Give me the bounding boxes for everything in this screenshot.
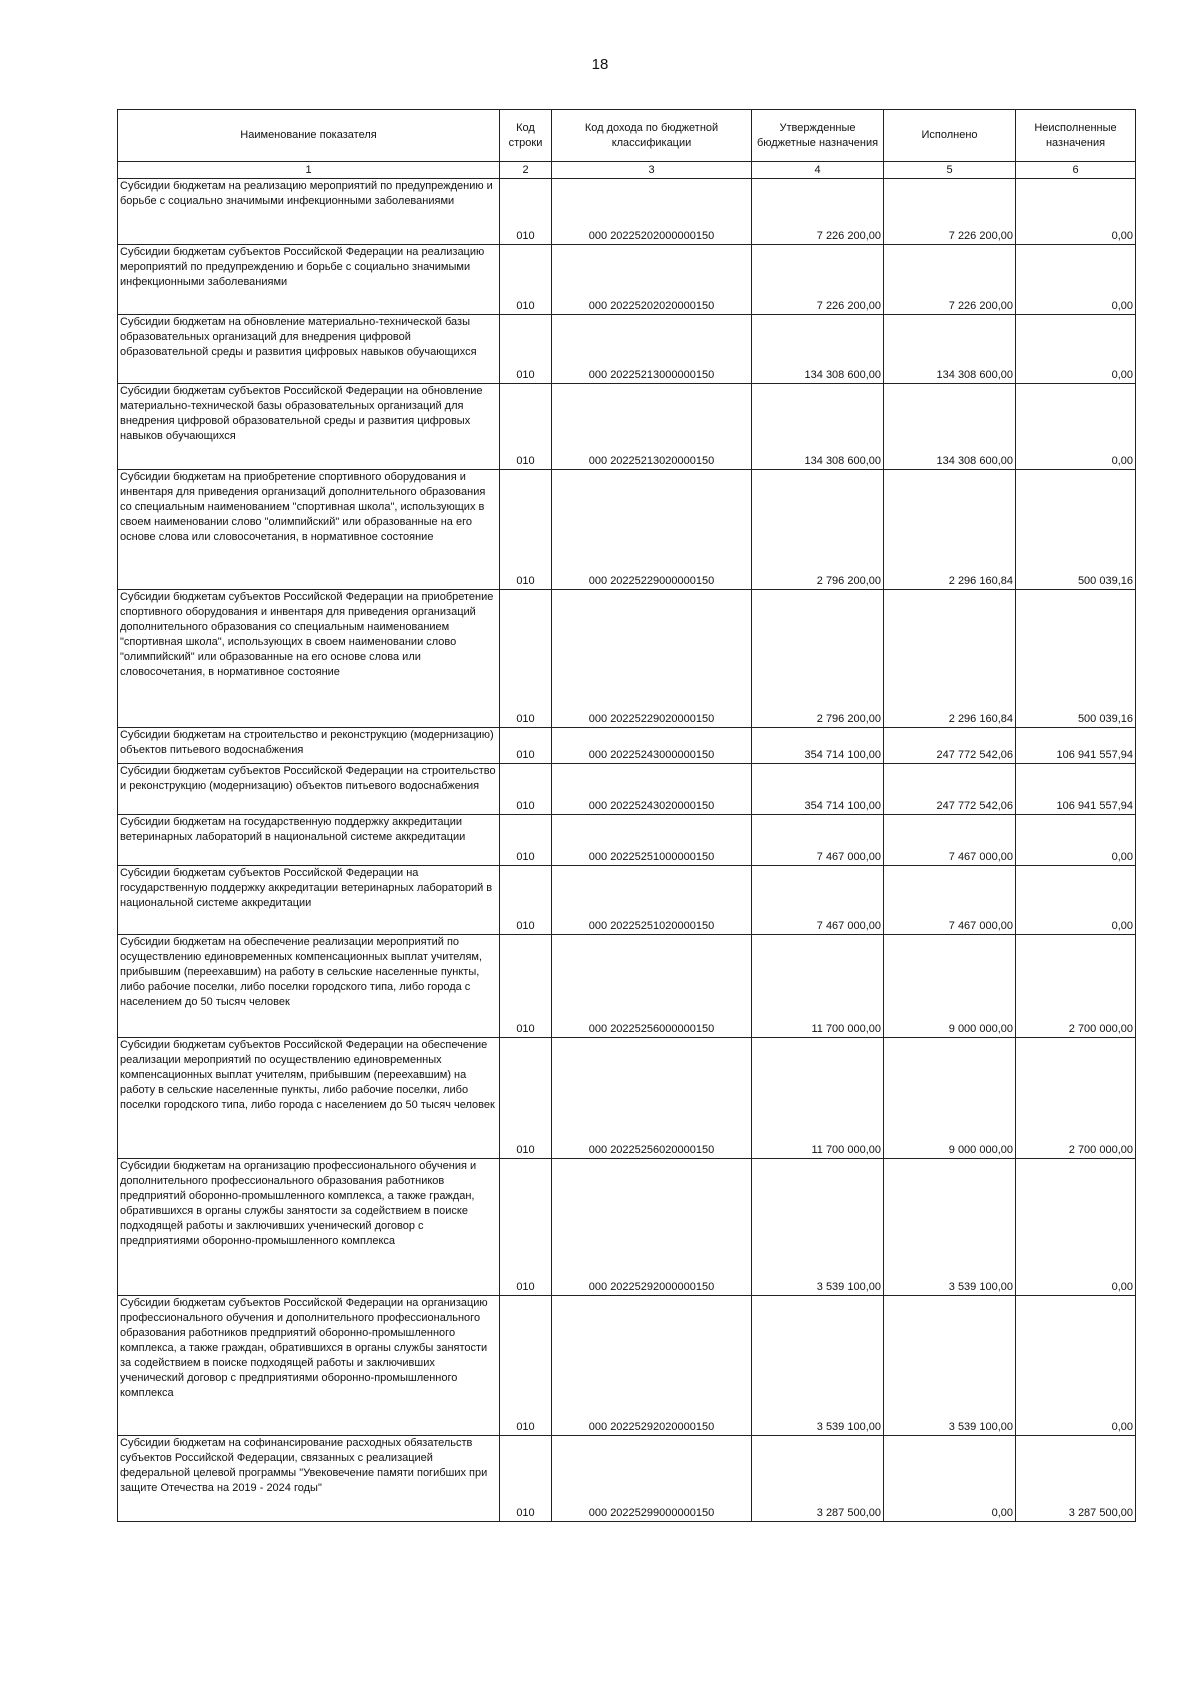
income-code: 000 20225213000000150 [552,315,752,384]
table-row [118,728,1136,764]
table-row [118,315,1136,384]
approved-amount: 2 796 200,00 [752,470,884,590]
income-code: 000 20225202000000150 [552,179,752,245]
table-row [118,815,1136,866]
indicator-name: Субсидии бюджетам субъектов Российской Федерации на обеспечение реализации мероприятий по осуществлению единовременных компенсационных выплат учителям, прибывшим (переехавшим) на работу в сельские населенные пункты, либо рабочие поселки, либо поселки городского типа, либо города с населением до 50 тысяч человек [118,1038,500,1159]
table-row [118,470,1136,590]
table-row [118,764,1136,815]
executed-amount: 247 772 542,06 [884,728,1016,764]
table-row [118,590,1136,728]
income-code: 000 20225251020000150 [552,866,752,935]
indicator-name: Субсидии бюджетам на реализацию мероприятий по предупреждению и борьбе с социально значимыми инфекционными заболеваниями [118,179,500,245]
indicator-name: Субсидии бюджетам субъектов Российской Федерации на реализацию мероприятий по предупреждению и борьбе с социально значимыми инфекционными заболеваниями [118,245,500,315]
line-code: 010 [500,728,552,764]
income-code: 000 20225251000000150 [552,815,752,866]
approved-amount: 7 467 000,00 [752,815,884,866]
line-code: 010 [500,245,552,315]
column-number: 4 [752,162,884,179]
unexecuted-amount: 0,00 [1016,179,1136,245]
approved-amount: 354 714 100,00 [752,764,884,815]
line-code: 010 [500,470,552,590]
indicator-name: Субсидии бюджетам на организацию профессионального обучения и дополнительного профессионального образования работников предприятий оборонно-промышленного комплекса, а также граждан, обратившихся в органы службы занятости за содействием в поиске подходящей работы и заключивших ученический договор с предприятиями оборонно-промышленного комплекса [118,1159,500,1296]
unexecuted-amount: 500 039,16 [1016,470,1136,590]
unexecuted-amount: 0,00 [1016,245,1136,315]
approved-amount: 134 308 600,00 [752,384,884,470]
executed-amount: 3 539 100,00 [884,1296,1016,1436]
column-number: 1 [118,162,500,179]
unexecuted-amount: 0,00 [1016,866,1136,935]
income-code: 000 20225292000000150 [552,1159,752,1296]
approved-amount: 3 287 500,00 [752,1436,884,1522]
unexecuted-amount: 3 287 500,00 [1016,1436,1136,1522]
executed-amount: 134 308 600,00 [884,315,1016,384]
indicator-name: Субсидии бюджетам на приобретение спортивного оборудования и инвентаря для приведения организаций дополнительного образования со специальным наименованием "спортивная школа", использующих в своем наименовании слово "олимпийский" или образованные на его основе слова или словосочетания, в нормативное состояние [118,470,500,590]
approved-amount: 134 308 600,00 [752,315,884,384]
unexecuted-amount: 0,00 [1016,384,1136,470]
executed-amount: 9 000 000,00 [884,1038,1016,1159]
executed-amount: 2 296 160,84 [884,590,1016,728]
executed-amount: 247 772 542,06 [884,764,1016,815]
table-row [118,179,1136,245]
table-body [118,179,1136,1522]
executed-amount: 3 539 100,00 [884,1159,1016,1296]
line-code: 010 [500,1159,552,1296]
unexecuted-amount: 0,00 [1016,315,1136,384]
line-code: 010 [500,1296,552,1436]
line-code: 010 [500,179,552,245]
income-code: 000 20225299000000150 [552,1436,752,1522]
executed-amount: 7 226 200,00 [884,179,1016,245]
indicator-name: Субсидии бюджетам на государственную поддержку аккредитации ветеринарных лабораторий в национальной системе аккредитации [118,815,500,866]
income-code: 000 20225229020000150 [552,590,752,728]
line-code: 010 [500,590,552,728]
approved-amount: 354 714 100,00 [752,728,884,764]
executed-amount: 2 296 160,84 [884,470,1016,590]
indicator-name: Субсидии бюджетам субъектов Российской Федерации на обновление материально-технической базы образовательных организаций для внедрения цифровой образовательной среды и развития цифровых навыков обучающихся [118,384,500,470]
income-code: 000 20225243000000150 [552,728,752,764]
income-code: 000 20225292020000150 [552,1296,752,1436]
approved-amount: 3 539 100,00 [752,1159,884,1296]
indicator-name: Субсидии бюджетам на обновление материально-технической базы образовательных организаций для внедрения цифровой образовательной среды и развития цифровых навыков обучающихся [118,315,500,384]
table-row [118,866,1136,935]
indicator-name: Субсидии бюджетам на обеспечение реализации мероприятий по осуществлению единовременных компенсационных выплат учителям, прибывшим (переехавшим) на работу в сельские населенные пункты, либо рабочие поселки, либо поселки городского типа, либо города с населением до 50 тысяч человек [118,935,500,1038]
indicator-name: Субсидии бюджетам субъектов Российской Федерации на строительство и реконструкцию (модернизацию) объектов питьевого водоснабжения [118,764,500,815]
approved-amount: 7 467 000,00 [752,866,884,935]
unexecuted-amount: 500 039,16 [1016,590,1136,728]
indicator-name: Субсидии бюджетам субъектов Российской Федерации на организацию профессионального обучения и дополнительного профессионального образования работников предприятий оборонно-промышленного комплекса, а также граждан, обратившихся в органы службы занятости за содействием в поиске подходящей работы и заключивших ученический договор с предприятиями оборонно-промышленного комплекса [118,1296,500,1436]
indicator-name: Субсидии бюджетам на строительство и реконструкцию (модернизацию) объектов питьевого водоснабжения [118,728,500,764]
header-line-code: Код строки [500,110,552,162]
executed-amount: 7 226 200,00 [884,245,1016,315]
indicator-name: Субсидии бюджетам субъектов Российской Федерации на государственную поддержку аккредитации ветеринарных лабораторий в национальной системе аккредитации [118,866,500,935]
approved-amount: 11 700 000,00 [752,1038,884,1159]
unexecuted-amount: 2 700 000,00 [1016,935,1136,1038]
unexecuted-amount: 106 941 557,94 [1016,728,1136,764]
column-number: 6 [1016,162,1136,179]
unexecuted-amount: 0,00 [1016,815,1136,866]
table-row [118,245,1136,315]
table-row [118,1436,1136,1522]
column-number: 3 [552,162,752,179]
income-code: 000 20225256000000150 [552,935,752,1038]
header-indicator-name: Наименование показателя [118,110,500,162]
table-row [118,384,1136,470]
income-code: 000 20225256020000150 [552,1038,752,1159]
line-code: 010 [500,1038,552,1159]
income-code: 000 20225243020000150 [552,764,752,815]
unexecuted-amount: 0,00 [1016,1159,1136,1296]
unexecuted-amount: 0,00 [1016,1296,1136,1436]
approved-amount: 7 226 200,00 [752,245,884,315]
header-unexecuted: Неисполненные назначения [1016,110,1136,162]
approved-amount: 3 539 100,00 [752,1296,884,1436]
line-code: 010 [500,764,552,815]
executed-amount: 0,00 [884,1436,1016,1522]
indicator-name: Субсидии бюджетам на софинансирование расходных обязательств субъектов Российской Федерации, связанных с реализацией федеральной целевой программы "Увековечение памяти погибших при защите Отечества на 2019 - 2024 годы" [118,1436,500,1522]
line-code: 010 [500,866,552,935]
executed-amount: 9 000 000,00 [884,935,1016,1038]
approved-amount: 7 226 200,00 [752,179,884,245]
page-number: 18 [591,56,609,73]
budget-execution-table [117,109,1136,1522]
header-executed: Исполнено [884,110,1016,162]
header-income-code: Код дохода по бюджетной классификации [552,110,752,162]
unexecuted-amount: 2 700 000,00 [1016,1038,1136,1159]
table-row [118,1038,1136,1159]
unexecuted-amount: 106 941 557,94 [1016,764,1136,815]
table-row [118,1296,1136,1436]
approved-amount: 2 796 200,00 [752,590,884,728]
line-code: 010 [500,935,552,1038]
executed-amount: 134 308 600,00 [884,384,1016,470]
income-code: 000 20225229000000150 [552,470,752,590]
table-row [118,1159,1136,1296]
line-code: 010 [500,815,552,866]
indicator-name: Субсидии бюджетам субъектов Российской Федерации на приобретение спортивного оборудования и инвентаря для приведения организаций дополнительного образования со специальным наименованием "спортивная школа", использующих в своем наименовании слово "олимпийский" или образованные на его основе слова или словосочетания, в нормативное состояние [118,590,500,728]
executed-amount: 7 467 000,00 [884,815,1016,866]
executed-amount: 7 467 000,00 [884,866,1016,935]
column-number: 2 [500,162,552,179]
header-approved: Утвержденные бюджетные назначения [752,110,884,162]
line-code: 010 [500,1436,552,1522]
line-code: 010 [500,384,552,470]
income-code: 000 20225202020000150 [552,245,752,315]
line-code: 010 [500,315,552,384]
table-header [118,110,1136,179]
income-code: 000 20225213020000150 [552,384,752,470]
table-row [118,935,1136,1038]
approved-amount: 11 700 000,00 [752,935,884,1038]
column-number: 5 [884,162,1016,179]
